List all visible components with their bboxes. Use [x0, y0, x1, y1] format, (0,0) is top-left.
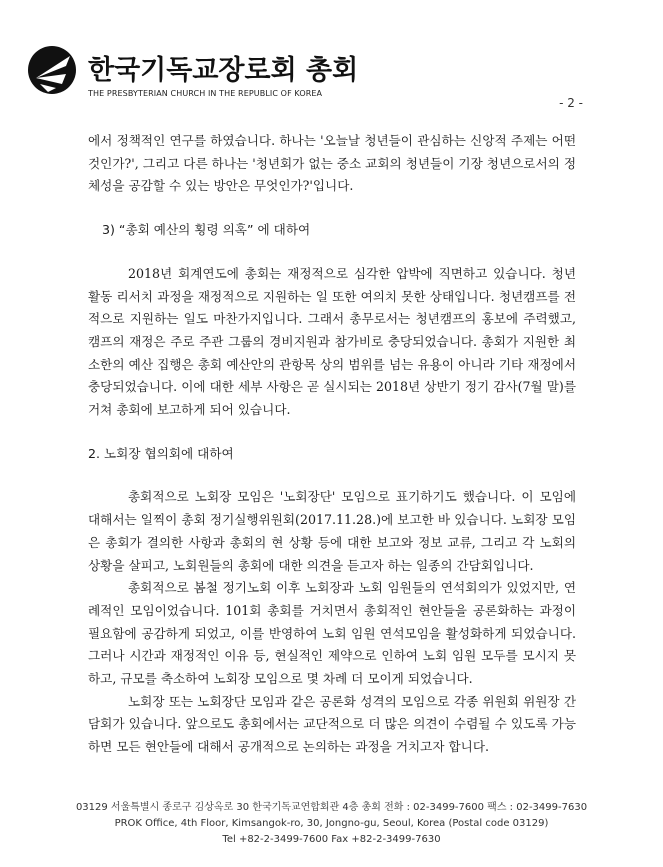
intro-paragraph: 에서 정책적인 연구를 하였습니다. 하나는 '오늘날 청년들이 관심하는 신앙적 주제는 어떤 것인가?', 그리고 다른 하나는 '청년회가 없는 중소 교회의 청년들이 기장 청년으로서의 정체성을 공감할 수 있는 방안은 무엇인가?'입니다. [88, 133, 576, 194]
section-2-paragraph-3: 노회장 또는 노회장단 모임과 같은 공론화 성격의 모임으로 각종 위원회 위원장 간담회가 있습니다. 앞으로도 총회에서는 교단적으로 더 많은 의견이 수렴될 수 있도록 가능하면 모든 현안들에 대해서 공개적으로 논의하는 과정을 거치고자 합니다. [88, 693, 576, 755]
footer-address-english: PROK Office, 4th Floor, Kimsangok-ro, 30, Jongno-gu, Seoul, Korea (Postal code 03129) [114, 818, 549, 829]
organization-name-english: THE PRESBYTERIAN CHURCH IN THE REPUBLIC OF KOREA [88, 89, 323, 98]
section-3-paragraph: 2018년 회계연도에 총회는 재정적으로 심각한 압박에 직면하고 있습니다. 청년 활동 리서치 과정을 재정적으로 지원하는 일 또한 여의치 못한 상태입니다. 청년캠프를 전적으로 지원하는 일도 마찬가지입니다. 그래서 총무로서는 청년캠프의 홍보에 주력했고, 캠프의 재정은 주로 주관 그룹의 경비지원과 참가비로 충당되었습니다. 총회가 지원한 최소한의 예산 집행은 총회 예산안의 관항목 상의 범위를 넘는 유용이 아니라 기타 재정에서 충당되었습니다. 이에 대한 세부 사항은 곧 실시되는 2018년 상반기 정기 감사(7월 말)를 거쳐 총회에 보고하게 되어 있습니다. [88, 265, 576, 418]
footer-address-korean: 03129 서울특별시 종로구 김상옥로 30 한국기독교연합회관 4층 총회 전화 : 02-3499-7600 팩스 : 02-3499-7630 [75, 802, 588, 813]
section-2-paragraph-1: 총회적으로 노회장 모임은 '노회장단' 모임으로 표기하기도 했습니다. 이 모임에 대해서는 일찍이 총회 정기실행위원회(2017.11.28.)에 보고한 바 있습니다. 노회장 모임은 총회가 결의한 사항과 총회의 현 상황 등에 대한 보고와 정보 교류, 그리고 각 노회의 상황을 살피고, 노회원들의 총회에 대한 의견을 듣고자 하는 일종의 간담회입니다. [88, 489, 576, 573]
organization-name-korean: 한국기독교장로회 총회 [88, 55, 359, 86]
footer-phone-fax: Tel +82-2-3499-7600 Fax +82-2-3499-7630 [222, 834, 441, 845]
section-2-heading: 2. 노회장 협의회에 대하여 [88, 445, 234, 461]
section-2-paragraph-2: 총회적으로 봄철 정기노회 이후 노회장과 노회 임원들의 연석회의가 있었지만, 연례적인 모임이었습니다. 101회 총회를 거치면서 총회적인 현안들을 공론화하는 과정이 필요함에 공감하게 되었고, 이를 반영하여 노회 임원 연석모임을 활성화하게 되었습니다. 그러나 시간과 재정적인 이유 등, 현실적인 제약으로 인하여 노회 임원 모두를 모시지 못하고, 규모를 축소하여 노회장 모임으로 몇 차례 더 모이게 되었습니다. [88, 580, 576, 687]
letterhead [26, 44, 646, 104]
page-number: - 2 - [559, 96, 583, 110]
prok-logo-icon [26, 44, 78, 96]
section-3-heading: 3) “총회 예산의 횡령 의혹” 에 대하여 [102, 222, 311, 238]
letter-body [88, 130, 576, 759]
footer [0, 800, 663, 848]
